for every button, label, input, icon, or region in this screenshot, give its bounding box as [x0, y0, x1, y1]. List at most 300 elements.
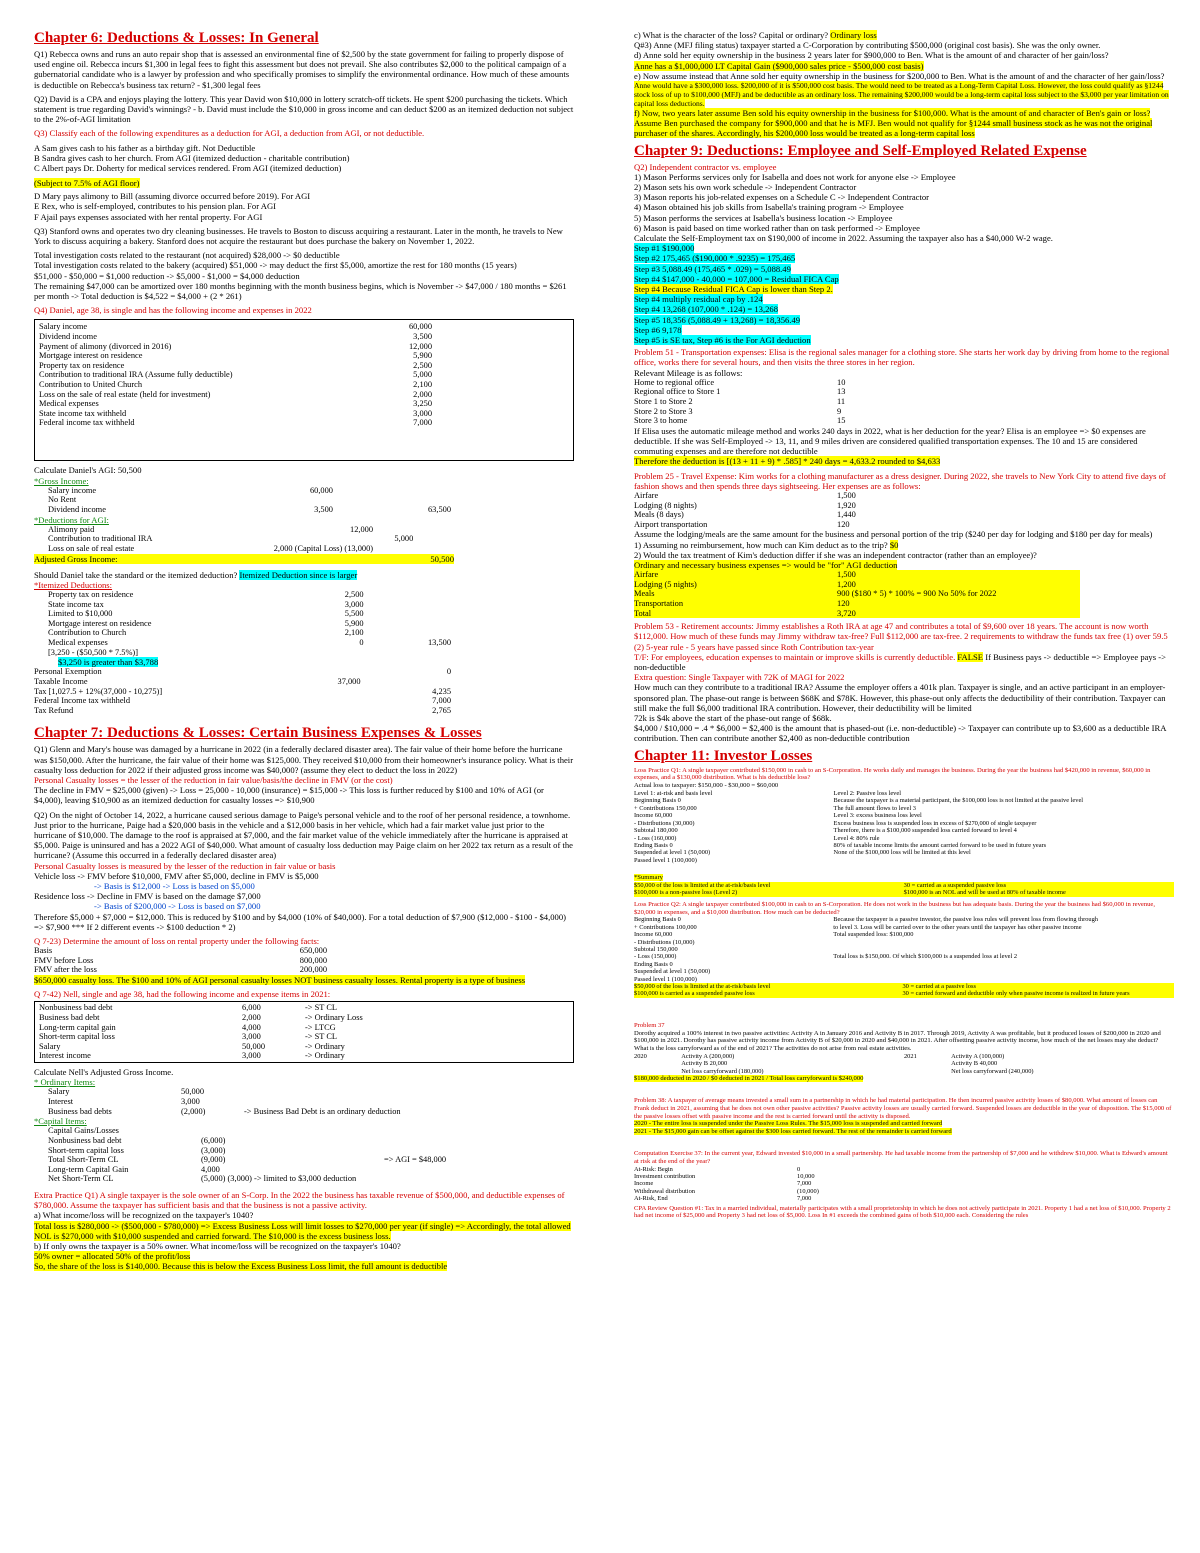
nell-ordinary-heading: * Ordinary Items: [34, 1077, 96, 1088]
extra-question: Extra question: Single Taxpayer with 72K of MAGI for 2022 [634, 672, 845, 683]
chapter-7-title: Chapter 7: Deductions & Losses: Certain Business Expenses & Losses [34, 725, 482, 742]
table-cell: Long-term capital gain [39, 1022, 116, 1032]
table-cell [273, 696, 364, 706]
problem-37-heading: Problem 37 [634, 1021, 665, 1029]
table-cell [273, 667, 364, 677]
extra-q1-b: Total loss is $280,000 -> ($500,000 - $780,000) => Excess Business Loss will limit losses to $270,000 per year (if single) => Accordingly, the total allowed NOL is $270,000 with $10,000 suspended and carried forward. The $10,000 is the excess business loss. [34, 1220, 571, 1241]
table-cell: 1,440 [837, 510, 856, 520]
table-cell [384, 1136, 507, 1146]
se-step: Step #4 13,268 (107,000 * .124) = 13,268 [634, 304, 779, 315]
table-cell: Because the taxpayer is a material participant, the $100,000 loss is not limited at the passive level [833, 797, 1084, 805]
table-row [634, 416, 880, 426]
table-row [39, 1032, 458, 1042]
table-row [634, 916, 1174, 923]
table-cell: Airport transportation [634, 519, 708, 529]
table-cell: 0 [359, 638, 364, 648]
table-cell: Interest [48, 1096, 74, 1106]
table-cell: 3,000 [181, 1096, 200, 1106]
q3-item: (Subject to 7.5% of AGI floor) [34, 178, 140, 189]
table-row [39, 322, 435, 332]
table-cell: Alimony paid [48, 524, 95, 534]
table-row [634, 953, 1174, 960]
table-cell: (2,000) [181, 1106, 206, 1116]
table-cell: Income 60,000 [634, 931, 673, 939]
table-cell [238, 534, 376, 544]
table-cell: FMV before Loss [34, 955, 94, 965]
q3-d-a: Anne has a $1,000,000 LT Capital Gain ($900,000 sales price - $500,000 cost basis) [634, 60, 924, 71]
table-cell: 1,200 [837, 579, 856, 589]
se-step: Step #3 5,088.49 (175,465 * .029) = 5,088.49 [634, 263, 791, 274]
table-cell: Mortgage interest on residence [48, 618, 152, 628]
table-cell: $50,000 of the loss is limited at the at-risk/basis level [634, 881, 771, 889]
table-row [34, 609, 454, 619]
table-cell [336, 495, 385, 505]
table-cell: 2,000 [242, 1013, 261, 1023]
table-row [634, 849, 1174, 856]
table-cell: Level 2: Passive loss level [833, 790, 901, 798]
q3-item: E Rex, who is self-employed, contributes to his pension plan. For AGI [34, 201, 277, 212]
extra-q1: Extra Practice Q1) A single taxpayer is the sole owner of an S-Corp. In the 2022 the business has taxable revenue of $500,000, and deductible expenses of $780,000. Assume the taxpayer has sufficient basis and that the business is not a passive activity. [34, 1189, 565, 1211]
table-cell: Federal Income tax withheld [34, 696, 131, 706]
loss-practice-table-1 [634, 790, 1174, 864]
table-cell: Basis [34, 946, 53, 956]
table-cell: -> Ordinary Loss [305, 1013, 363, 1023]
table-cell: State income tax [48, 599, 104, 609]
table-cell: 12,000 [408, 341, 432, 351]
table-cell: Withdrawal distribution [634, 1187, 695, 1195]
table-row [34, 600, 454, 610]
ch7-q1: Q1) Glenn and Mary's house was damaged by a hurricane in 2022 (in a federally declared disaster area). The fair value of their home before the hurricane was $150,000. After the hurricane, the fair value of their home was $125,000. They received $10,000 from their homeowner's insurance policy. What is their casualty loss deduction for 2022 if their adjusted gross income was $40,000? (assume they elect to deduct the loss in 2022) [34, 744, 574, 775]
ch7-q2-lines [34, 871, 574, 932]
table-row [634, 857, 1174, 864]
q3-e-a: Anne would have a $300,000 loss. $200,000 of it is $500,000 cost basis. The would need to be treated as a Long-Term Capital Loss. However, the loss could qualify as §1244 stock loss of up to $100,000 (MFJ) and be deductible as an ordinary loss. The remaining $200,000 would be a long-term capital loss subject to the $3,000 per year limitation on capital loss deductions. [634, 81, 1169, 109]
table-cell: 4,000 [201, 1164, 220, 1174]
table-row [634, 812, 1174, 819]
table-cell: 1,920 [837, 500, 856, 510]
table-cell: 650,000 [299, 946, 327, 956]
table-cell: $100,000 is carried as a suspended passive loss [634, 990, 755, 998]
travel-expense-table-2 [634, 570, 1080, 618]
table-cell: Transportation [634, 599, 684, 609]
table-cell: 3,000 [242, 1032, 261, 1042]
table-row [34, 648, 454, 658]
table-cell: Medical expenses [48, 638, 108, 648]
table-cell [280, 648, 367, 658]
table-cell: Nonbusiness bad debt [48, 1135, 122, 1145]
table-cell: Business bad debts [48, 1106, 112, 1116]
nell-ordinary-table [34, 1087, 497, 1116]
problem-38: Problem 38: A taxpayer of average means invested a small sum in a partnership in which he had material participation. He then incurred passive activity losses of $80,000. What amount of losses can Frank deduct in 2021, assuming that he does not own other passive activities? Passive activity losses are usually carried forward. Suspended losses are deductible in the year of disposition. The $15,000 of the passive losses offset with passive income and the rest is carried forward until the activity is disposed. [634, 1097, 1172, 1120]
table-row [34, 946, 330, 956]
table-cell: Ending Basis 0 [634, 960, 673, 968]
table-cell: 12,000 [350, 524, 374, 534]
table-row [634, 827, 1174, 834]
cpa-review: CPA Review Question #1: Tax in a married individual, materially participates with a small proprietorship in which he does not actively participate in 2021. Property 1 had a net loss of $10,000. Property 2 had net income of $25,000 and Property 3 had net loss of $5,000. Loss In #1 exceeds the combined gains of both $10,000 each. Considering the rules [634, 1204, 1171, 1220]
table-cell: Activity A (100,000) [951, 1052, 1005, 1060]
table-row [634, 589, 1080, 599]
se-step: Step #4 Because Residual FICA Cap is lower than Step 2. [634, 284, 833, 295]
table-cell: 3,500 [413, 332, 432, 342]
table-row [34, 956, 330, 966]
problem-25-a2: Ordinary and necessary business expenses => would be "for" AGI deduction [634, 560, 898, 571]
table-cell [416, 534, 454, 544]
problem-37-answer: $180,000 deducted in 2020 / $0 deducted in 2021 / Total loss carryforward is $240,000 [634, 1075, 864, 1083]
se-step: Step #1 $190,000 [634, 243, 695, 254]
ch6-q3-heading: Q3) Classify each of the following expenditures as a deduction for AGI, a deduction from AGI, or not deductible. [34, 128, 425, 139]
table-cell: Loss on sale of real estate [48, 544, 135, 554]
table-cell: 50,000 [242, 1041, 266, 1051]
table-row [634, 842, 1174, 849]
table-cell: Contribution to traditional IRA (Assume fully deductible) [39, 370, 233, 380]
table-cell: Store 2 to Store 3 [634, 406, 693, 416]
table-row [39, 1051, 458, 1061]
table-cell: Activity B 40,000 [951, 1060, 998, 1068]
table-cell: Salary [48, 1087, 70, 1097]
table-cell: Taxable Income [34, 677, 88, 686]
table-row [39, 1023, 458, 1033]
table-cell [376, 525, 416, 535]
table-cell [833, 939, 1174, 946]
table-cell: - Loss (150,000) [634, 953, 677, 961]
loss-practice-q2: Loss Practice Q2: A single taxpayer contributed $100,000 in cash to an S-Corporation. He does not work in the business but has adequate basis. During the year the business had $60,000 in revenue, $20,000 in expenses, and a $10,000 distribution. How much can be deducted? [634, 900, 1155, 916]
ch6-q2: Q2) David is a CPA and enjoys playing the lottery. This year David won $10,000 in lottery scratch-off tickets. He spent $200 purchasing the tickets. Which statement is true regarding David's winnings? - b. David must include the $10,000 in gross income and can deduct $200 as an itemized deduction not subject to the 2%-of-AGI limitation [34, 93, 574, 125]
itemized-note: $3,250 is greater than $3,788 [58, 657, 159, 668]
table-cell [367, 609, 454, 619]
table-cell: Subtotal 150,000 [634, 945, 678, 953]
table-row [634, 961, 1174, 968]
table-cell: -> Ordinary [305, 1051, 345, 1061]
table-cell: Business bad debt [39, 1013, 100, 1023]
table-cell: $100,000 is a non-passive loss (Level 2) [634, 889, 738, 897]
problem-51: Problem 51 - Transportation expenses: Elisa is the regional sales manager for a clothing store. She starts her work day by driving from home to the regional office, works there for several hours, and then visits the three stores in her region. [634, 347, 1170, 368]
extra-q1-c: b) If only owns the taxpayer is a 50% owner. What income/loss will be recognized on the taxpayer's 1040? [34, 1240, 401, 1251]
table-cell: Federal income tax withheld [39, 418, 135, 428]
table-cell: Mortgage interest on residence [39, 351, 143, 361]
q2-line: Residence loss -> Decline in FMV is based on the damage $7,000 [34, 891, 261, 902]
table-cell: 0 [446, 667, 451, 677]
table-row [34, 1146, 507, 1156]
q4-income-table [39, 322, 435, 428]
table-cell: Contribution to United Church [39, 380, 143, 390]
table-row [634, 397, 880, 407]
table-cell: 7,000 [797, 1195, 812, 1203]
chapter-9-title: Chapter 9: Deductions: Employee and Self-Employed Related Expense [634, 142, 1087, 159]
table-cell: => AGI = $48,000 [384, 1155, 447, 1165]
table-cell: 3,000 [413, 408, 432, 418]
table-cell: Level 4: 80% rule [833, 834, 880, 842]
table-cell: Meals [634, 589, 655, 599]
table-cell: Tax [1,027.5 + 12%(37,000 - 10,275)] [34, 686, 163, 696]
problem-37: Dorothy acquired a 100% interest in two passive activities: Activity A in January 2016 and Activity B in 2017. Through 2019, Activity A was profitable, but it produced losses of $200,000 in 2020 and $100,000 in 2021. Dorothy has passive activity income from Activity B of $20,000 in 2020 and $40,000 in 2021. After offsetting passive activity income, how much of the net losses may she deduct? What is the loss carryforward as of the end of 2021? The activities do not arise from real estate activities. [634, 1029, 1161, 1053]
stanford-line: The remaining $47,000 can be amortized over 180 months beginning with the month business begins, which is November -> $47,000 / 180 months = $261 per month -> Total deduction is $4,522 = $4,000 + (2 * 261) [34, 280, 567, 302]
table-cell: 13 [837, 387, 846, 397]
table-cell: 63,500 [427, 505, 451, 515]
table-cell: Medical expenses [39, 399, 99, 409]
table-cell: Because the taxpayer is a passive investor, the passive loss rules will prevent loss from flowing through [833, 916, 1098, 924]
table-cell [833, 961, 1174, 968]
table-cell: 120 [837, 599, 850, 609]
agi-value: 50,500 [430, 553, 454, 564]
table-cell: 3,720 [837, 608, 856, 618]
q2-items [634, 172, 1174, 233]
table-cell: 2,000 [413, 389, 432, 399]
table-cell: Beginning Basis 0 [634, 797, 681, 805]
se-step: Step #5 18,356 (5,088.49 + 13,268) = 18,356.49 [634, 314, 801, 325]
table-cell: Salary [39, 1041, 61, 1051]
q7-23-table [34, 946, 330, 975]
table-cell: 1,500 [837, 491, 856, 501]
table-cell [834, 857, 1174, 864]
table-cell: 60,000 [408, 322, 432, 332]
table-row [634, 939, 1174, 946]
table-cell [244, 1087, 497, 1097]
table-cell: Total Short-Term CL [48, 1155, 119, 1165]
table-row [34, 1174, 507, 1184]
q3-f: f) Now, two years later assume Ben sold his equity ownership in the business for $100,000. What is the amount of and character of Ben's gain or loss? Assume Ben purchased the company for $900,000 and that he is MFJ. Ben would not qualify for §1244 small business stock as he was not the original purchaser of the shares. Accordingly, his $200,000 loss would be treated as a long-term capital loss [634, 108, 1153, 139]
problem-25-q2: 2) Would the tax treatment of Kim's deduction differ if she was an independent contractor (rather than an employee)? [634, 549, 1037, 560]
table-cell: 10 [837, 377, 846, 387]
table-row [634, 946, 1174, 953]
table-cell: -> ST CL [305, 1032, 338, 1042]
table-cell: Payment of alimony (divorced in 2016) [39, 341, 172, 351]
table-row [39, 399, 435, 409]
table-cell: -> LTCG [305, 1022, 336, 1032]
table-cell [384, 1146, 507, 1156]
table-cell: 3,000 [344, 599, 364, 609]
table-cell: 0 [797, 1165, 801, 1173]
extra-q1-d: 50% owner = allocated 50% of the profit/loss [34, 1251, 191, 1262]
table-cell [376, 544, 416, 554]
chapter-6-title: Chapter 6: Deductions & Losses: In General [34, 30, 319, 46]
table-cell: Airfare [634, 570, 659, 580]
table-cell: Regional office to Store 1 [634, 387, 721, 397]
table-cell: Level 1: at-risk and basis level [634, 790, 713, 798]
table-cell: 2,500 [344, 590, 364, 600]
q3-item: B Sandra gives cash to her church. From AGI (itemized deduction - charitable contribution) [34, 152, 350, 163]
table-row [34, 1097, 497, 1107]
q7-23-heading: Q 7-23) Determine the amount of loss on rental property under the following facts: [34, 936, 320, 947]
table-cell: 2,000 (Capital Loss) (13,000) [273, 544, 374, 554]
table-cell [244, 1097, 497, 1107]
table-row [634, 387, 880, 397]
table-row [34, 590, 454, 600]
table-cell: 7,000 [797, 1180, 812, 1188]
table-cell: (3,000) [201, 1145, 226, 1155]
table-row [34, 486, 454, 496]
table-row [39, 342, 435, 352]
table-cell: + Contributions 100,000 [634, 923, 697, 931]
table-row [634, 510, 900, 520]
table-cell: Salary income [39, 322, 88, 332]
table-cell: to level 3. Loss will be carried over to the other years until the taxpayer has other passive income [833, 923, 1082, 931]
mileage-table [634, 378, 880, 426]
std-or-itemized: Should Daniel take the standard or the itemized deduction? Itemized Deduction since is larger [34, 569, 358, 580]
q2-line: Therefore $5,000 + $7,000 = $12,000. This is reduced by $100 and by $4,000 (10% of $40,000). For a total deduction of $7,900 ($12,000 - $100 - $4,000) => $7,900 *** If 2 different events -> $100 deduction * 2) [34, 911, 566, 932]
table-cell: 6,000 [242, 1003, 261, 1013]
table-row [34, 505, 454, 515]
table-cell [384, 1174, 507, 1184]
q7-42-box [34, 1001, 574, 1063]
table-cell: Dividend income [39, 332, 97, 342]
table-cell: 2,100 [413, 380, 432, 390]
q2-item: 6) Mason is paid based on time worked rather than on task performed -> Employee [634, 222, 920, 233]
table-cell: Ending Basis 0 [634, 841, 673, 849]
table-cell: 50,000 [181, 1087, 205, 1097]
chapter-11-title: Chapter 11: Investor Losses [634, 747, 813, 764]
table-row [634, 609, 1080, 619]
q3-item: A Sam gives cash to his father as a birthday gift. Not Deductible [34, 142, 256, 153]
q2-heading: Q2) Independent contractor vs. employee [634, 161, 777, 172]
tax-table [34, 667, 454, 715]
q3-e: e) Now assume instead that Anne sold her equity ownership in the business for $200,000 to Ben. What is the amount of and the character of her gain/loss? [634, 70, 1165, 81]
table-row [634, 1068, 1174, 1075]
se-step: Step #4 multiply residual cap by .124 [634, 294, 763, 305]
table-cell [416, 544, 454, 554]
table-cell: -> ST CL [305, 1003, 338, 1013]
table-cell [385, 495, 454, 505]
agi-line [34, 554, 454, 564]
table-cell: At-Risk, End [634, 1195, 668, 1203]
se-tax-question: Calculate the Self-Employment tax on $190,000 of income in 2022. Assuming the taxpayer also has a $40,000 W-2 wage. [634, 233, 1053, 244]
q4-heading: Q4) Daniel, age 38, is single and has the following income and expenses in 2022 [34, 305, 312, 316]
table-row [634, 1053, 1174, 1060]
loss-practice-table-2 [634, 916, 1174, 983]
table-cell: Income 60,000 [634, 812, 673, 820]
table-row [39, 390, 435, 400]
table-cell: Net Short-Term CL [48, 1174, 114, 1184]
table-cell: $100,000 is an NOL and will be used at 80% of taxable income [903, 889, 1066, 897]
table-row [34, 687, 454, 697]
table-cell: 30 = carried at a passive loss [902, 982, 976, 990]
table-row [39, 1042, 458, 1052]
ch7-q1-rule: Personal Casualty losses = the lesser of the reduction in fair value/basis/the decline in FMV (or the cost) [34, 774, 393, 785]
table-row [34, 1155, 507, 1165]
table-cell [364, 677, 454, 687]
problem-25-q1: 1) Assuming no reimbursement, how much can Kim deduct as to the trip? $0 [634, 539, 899, 550]
table-cell: 2,500 [413, 360, 432, 370]
travel-expense-table [634, 491, 900, 529]
summary-heading: *Summary [634, 874, 663, 882]
table-cell: Property tax on residence [39, 360, 125, 370]
q7-42-table [39, 1003, 458, 1061]
se-step: Step #6 9,178 [634, 324, 682, 335]
deductions-table [34, 525, 454, 554]
q3-item: D Mary pays alimony to Bill (assuming divorce occurred before 2019). For AGI [34, 191, 311, 202]
deductions-for-agi-heading: *Deductions for AGI: [34, 514, 109, 525]
table-cell: Long-term Capital Gain [48, 1164, 129, 1174]
table-cell: 5,000 [413, 370, 432, 380]
stanford-lines [34, 250, 574, 301]
table-row [634, 599, 1080, 609]
table-cell [833, 946, 1174, 953]
q3-item: C Albert pays Dr. Doherty for medical services rendered. From AGI (itemized deduction) [34, 163, 342, 174]
table-cell [833, 968, 1174, 975]
table-row [39, 370, 435, 380]
q2-item: 5) Mason performs the services at Isabella's business location -> Employee [634, 212, 893, 223]
table-cell: 5,000 [394, 534, 414, 544]
table-cell: Short-term capital loss [39, 1032, 115, 1042]
table-cell: 30 = carried forward and deductible only when passive income is realized in future years [902, 990, 1130, 998]
table-row [39, 1003, 458, 1013]
table-cell: No Rent [48, 495, 77, 505]
table-cell: 5,900 [413, 351, 432, 361]
table-row [34, 1126, 507, 1136]
table-cell: Beginning Basis 0 [634, 916, 681, 924]
table-cell [634, 1060, 681, 1067]
table-cell [367, 590, 454, 600]
table-cell: -> Business Bad Debt is an ordinary deduction [244, 1106, 401, 1116]
table-cell: Total loss is $150,000. Of which $100,000 is a suspended loss at level 2 [833, 953, 1018, 961]
table-cell: 900 ($180 * 5) * 100% = 900 No 50% for 2022 [837, 589, 997, 599]
table-row [34, 638, 454, 648]
q2-line: -> Basis of $200,000 -> Loss is based on $7,000 [94, 901, 261, 912]
table-cell [273, 687, 364, 697]
table-cell: Personal Exemption [34, 667, 102, 677]
tf-question: T/F: For employees, education expenses to maintain or improve skills is currently deductible. FALSE If Business pays -> deductible => Employee pays -> non-deductible [634, 651, 1166, 673]
problem-53: Problem 53 - Retirement accounts: Jimmy establishes a Roth IRA at age 47 and contributes a total of $9,600 over 18 years. The account is now worth $112,000. How much of these funds may Jimmy withdraw tax-free? Full $112,000 are tax-free. 2 requirements to withdraw the funds tax free (1) over 59.5 (2) 5-year rule - 5 years have passed since Roth Contribution tax-year [634, 621, 1168, 652]
table-cell: Loss on the sale of real estate (held for investment) [39, 389, 211, 399]
table-row [39, 332, 435, 342]
table-row [634, 820, 1174, 827]
table-cell: -> Ordinary [305, 1041, 345, 1051]
table-cell: Passed level 1 (100,000) [634, 856, 697, 864]
table-row [634, 1173, 860, 1180]
problem-25-assume: Assume the lodging/meals are the same amount for the business and personal portion of the trip ($240 per day for lodging and $180 per day for meals) [634, 529, 1153, 540]
table-cell: 3,250 [413, 399, 432, 409]
q7-42-heading: Q 7-42) Nell, single and age 38, had the following income and expense items in 2021: [34, 989, 331, 1000]
table-cell: - Distributions (10,000) [634, 938, 695, 946]
table-cell [384, 1126, 507, 1136]
table-cell: The full amount flows to level 3 [833, 804, 916, 812]
table-cell [258, 495, 336, 505]
table-cell: FMV after the loss [34, 965, 97, 975]
table-cell: Limited to $10,000 [48, 609, 113, 619]
table-row [634, 1166, 860, 1173]
table-row [634, 931, 1174, 938]
table-row [34, 1165, 507, 1175]
computation-37: Computation Exercise 37: In the current year, Edward invested $10,000 in a small partnership. He had taxable income from the partnership of $7,000 and he withdrew $10,000. What is Edward's amount at risk at the end of the year? [634, 1149, 1168, 1165]
se-tax-steps [634, 243, 1174, 345]
table-cell: Net loss carryforward (180,000) [681, 1067, 764, 1075]
loss-practice-q1-b: Actual loss to taxpayer: $150,000 - $30,000 = $60,000 [634, 782, 779, 790]
table-cell: Total suspended loss: $100,000 [833, 931, 914, 939]
extra-q1-e: So, the share of the loss is $140,000. Because this is below the Excess Business Loss limit, the full amount is deductible [34, 1261, 448, 1272]
table-row [34, 706, 454, 716]
table-cell: 37,000 [337, 677, 361, 686]
left-column [34, 26, 574, 1272]
table-cell: [3,250 - ($50,500 * 7.5%)] [48, 647, 139, 657]
table-cell: Contribution to Church [48, 628, 127, 638]
table-row [634, 790, 1174, 797]
table-cell [367, 628, 454, 638]
table-cell: 5,500 [344, 609, 364, 619]
table-cell: Passed level 1 (100,000) [634, 975, 697, 983]
table-row [39, 418, 435, 428]
q3-d: d) Anne sold her equity ownership in the business 2 years later for $900,000 to Ben. What is the amount of and character of her gain/loss? [634, 50, 1109, 61]
table-row [634, 924, 1174, 931]
table-cell: + Contributions 150,000 [634, 804, 697, 812]
table-cell: 3,500 [314, 505, 333, 515]
table-row [634, 501, 900, 511]
table-cell: Excess business loss is suspended loss in excess of $270,000 of single taxpayer [833, 819, 1037, 827]
table-cell: - Loss (160,000) [634, 834, 677, 842]
table-cell: Activity B 20,000 [681, 1060, 728, 1068]
table-row [634, 990, 1174, 997]
ch6-q3-stanford: Q3) Stanford owns and operates two dry cleaning businesses. He travels to Boston to discuss acquiring a restaurant. Later in the month, he travels to New York to discuss acquiring a bakery. Stanford does not acquire the restaurant but does purchase the bakery on November 1, 2022. [34, 225, 563, 247]
table-row [634, 835, 1174, 842]
problem-38-b: 2020 - The entire loss is suspended under the Passive Loss Rules. The $15,000 loss is suspended and carried forward [634, 1120, 943, 1128]
table-cell: Interest income [39, 1051, 91, 1061]
